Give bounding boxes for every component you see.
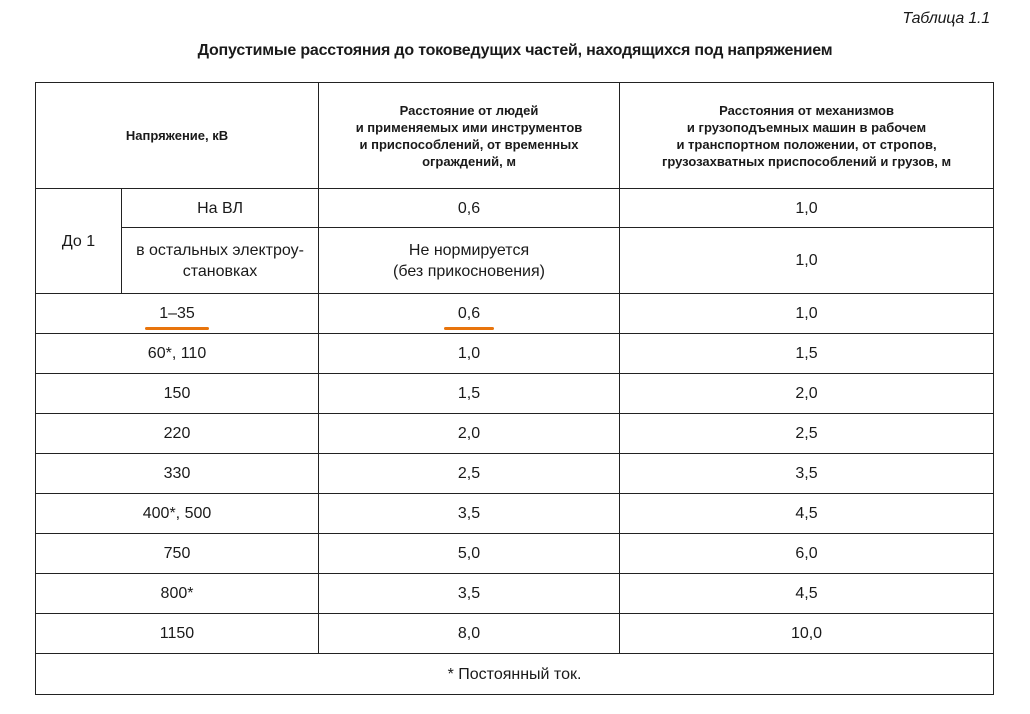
people-distance-cell: 8,0	[319, 614, 620, 654]
machines-distance-cell: 1,0	[620, 228, 994, 294]
header-machines-line: и грузоподъемных машин в рабочем	[686, 119, 927, 135]
footnote-row	[36, 654, 994, 695]
people-distance-cell: 3,5	[319, 494, 620, 534]
table-row	[36, 614, 994, 654]
table-row	[36, 334, 994, 374]
machines-distance-cell: 6,0	[620, 534, 994, 574]
machines-distance-cell: 10,0	[620, 614, 994, 654]
voltage-subcategory	[122, 228, 319, 294]
machines-distance-cell: 4,5	[620, 494, 994, 534]
header-row	[36, 83, 994, 189]
footnote: * Постоянный ток.	[36, 654, 994, 695]
people-distance-cell: 1,0	[319, 334, 620, 374]
subcategory-line: в остальных электроу-	[136, 241, 304, 259]
subcategory-line: становках	[182, 262, 258, 280]
people-line: Не нормируется	[408, 241, 530, 259]
header-machines-distance	[620, 83, 994, 189]
people-distance-cell: 1,5	[319, 374, 620, 414]
highlighted-value: 0,6	[457, 305, 481, 322]
header-people-line: Расстояние от людей	[399, 102, 539, 118]
voltage-group-label: До 1	[36, 189, 122, 294]
voltage-cell: 800*	[36, 574, 319, 614]
header-people-line: ограждений, м	[422, 153, 516, 169]
voltage-cell: 150	[36, 374, 319, 414]
people-distance-cell: 3,5	[319, 574, 620, 614]
table-row	[36, 189, 994, 228]
table-row	[36, 374, 994, 414]
distance-table	[35, 82, 994, 695]
header-people-distance	[319, 83, 620, 189]
highlighted-value: 1–35	[159, 305, 195, 322]
people-distance-cell	[319, 294, 620, 334]
people-distance-cell: 0,6	[319, 189, 620, 228]
header-machines-line: Расстояния от механизмов	[719, 102, 894, 118]
header-machines-line: и транспортном положении, от стропов,	[676, 136, 937, 152]
voltage-cell: 60*, 110	[36, 334, 319, 374]
voltage-cell	[36, 294, 319, 334]
voltage-cell: 330	[36, 454, 319, 494]
header-machines-line: грузозахватных приспособлений и грузов, м	[661, 153, 952, 169]
machines-distance-cell: 1,0	[620, 189, 994, 228]
machines-distance-cell: 2,0	[620, 374, 994, 414]
machines-distance-cell: 3,5	[620, 454, 994, 494]
table-row	[36, 534, 994, 574]
people-distance-cell: 2,5	[319, 454, 620, 494]
people-distance-cell: 2,0	[319, 414, 620, 454]
people-distance-cell	[319, 228, 620, 294]
header-people-line: и приспособлений, от временных	[359, 136, 579, 152]
machines-distance-cell: 1,0	[620, 294, 994, 334]
voltage-cell: 750	[36, 534, 319, 574]
machines-distance-cell: 4,5	[620, 574, 994, 614]
table-row	[36, 294, 994, 334]
people-distance-cell: 5,0	[319, 534, 620, 574]
header-people-line: и применяемых ими инструментов	[355, 119, 583, 135]
machines-distance-cell: 2,5	[620, 414, 994, 454]
voltage-subcategory: На ВЛ	[122, 189, 319, 228]
table-row	[36, 414, 994, 454]
voltage-cell: 1150	[36, 614, 319, 654]
table-row	[36, 574, 994, 614]
voltage-cell: 220	[36, 414, 319, 454]
people-line: (без прикосновения)	[393, 262, 545, 280]
voltage-cell: 400*, 500	[36, 494, 319, 534]
table-row	[36, 228, 994, 294]
table-number: Таблица 1.1	[902, 10, 990, 27]
table-row	[36, 494, 994, 534]
table-title: Допустимые расстояния до токоведущих частей, находящихся под напряжением	[197, 42, 833, 59]
header-voltage: Напряжение, кВ	[36, 83, 319, 189]
machines-distance-cell: 1,5	[620, 334, 994, 374]
table-row	[36, 454, 994, 494]
